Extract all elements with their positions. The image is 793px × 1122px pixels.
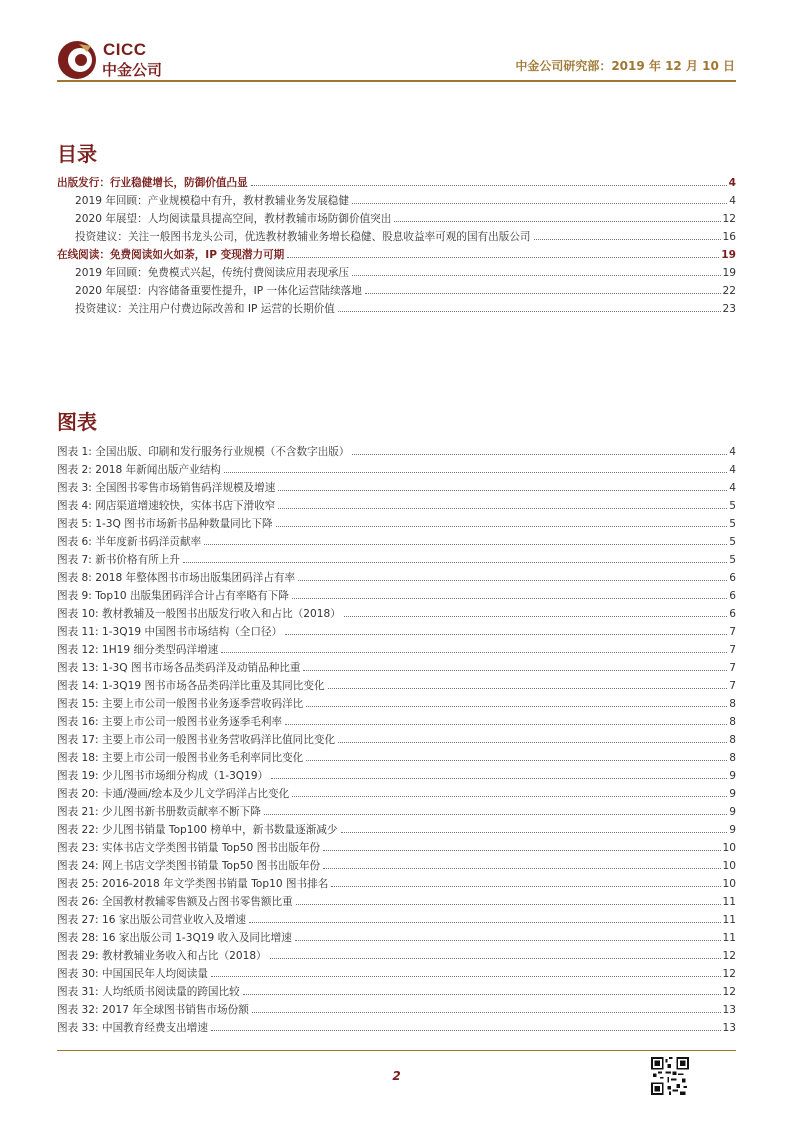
toc-list xyxy=(57,172,736,316)
figure-entry[interactable] xyxy=(57,675,736,693)
dot-leader xyxy=(365,293,721,294)
dot-leader xyxy=(211,976,721,977)
figures-list xyxy=(57,441,736,1035)
entry-page-number: 11 xyxy=(722,932,736,944)
dot-leader xyxy=(323,868,720,869)
figure-entry[interactable] xyxy=(57,801,736,819)
qr-code-icon xyxy=(651,1057,689,1095)
figure-entry[interactable] xyxy=(57,729,736,747)
entry-title: 图表 2: 2018 年新闻出版产业结构 xyxy=(57,464,221,476)
toc-title: 目录 xyxy=(57,142,97,166)
dot-leader xyxy=(249,922,721,923)
entry-title: 图表 13: 1-3Q 图书市场各品类码洋及动销品种比重 xyxy=(57,662,301,674)
figure-entry[interactable] xyxy=(57,783,736,801)
report-date: 中金公司研究部：2019 年 12 月 10 日 xyxy=(515,59,735,73)
figure-entry[interactable] xyxy=(57,639,736,657)
dot-leader xyxy=(323,850,720,851)
entry-page-number: 11 xyxy=(722,896,736,908)
entry-page-number: 7 xyxy=(729,662,736,674)
entry-page-number: 4 xyxy=(729,482,736,494)
dot-leader xyxy=(285,724,727,725)
entry-title: 图表 12: 1H19 细分类型码洋增速 xyxy=(57,644,219,656)
entry-title: 图表 29: 教材教辅业务收入和占比（2018） xyxy=(57,950,267,962)
figure-entry[interactable] xyxy=(57,837,736,855)
header-divider xyxy=(57,80,736,82)
entry-page-number: 23 xyxy=(722,303,736,315)
entry-page-number: 7 xyxy=(729,626,736,638)
entry-page-number: 5 xyxy=(729,536,736,548)
entry-page-number: 5 xyxy=(729,518,736,530)
figure-entry[interactable] xyxy=(57,909,736,927)
entry-page-number: 8 xyxy=(729,752,736,764)
toc-section-entry[interactable] xyxy=(57,298,736,316)
dot-leader xyxy=(338,311,721,312)
entry-page-number: 4 xyxy=(729,446,736,458)
entry-page-number: 19 xyxy=(722,267,736,279)
dot-leader xyxy=(221,652,727,653)
figure-entry[interactable] xyxy=(57,747,736,765)
entry-page-number: 11 xyxy=(722,914,736,926)
entry-title: 图表 27: 16 家出版公司营业收入及增速 xyxy=(57,914,246,926)
entry-page-number: 16 xyxy=(722,231,736,243)
entry-page-number: 9 xyxy=(729,806,736,818)
entry-title: 图表 22: 少儿图书销量 Top100 榜单中，新书数量逐渐减少 xyxy=(57,824,338,836)
entry-title: 图表 15: 主要上市公司一般图书业务逐季营收码洋比 xyxy=(57,698,304,710)
entry-title: 图表 4: 网店渠道增速较快，实体书店下滑收窄 xyxy=(57,500,276,512)
figure-entry[interactable] xyxy=(57,603,736,621)
figure-entry[interactable] xyxy=(57,855,736,873)
dot-leader xyxy=(296,904,721,905)
entry-title: 图表 6: 半年度新书码洋贡献率 xyxy=(57,536,202,548)
entry-title: 图表 33: 中国教育经费支出增速 xyxy=(57,1022,208,1034)
dot-leader xyxy=(243,994,721,995)
toc-section-entry[interactable] xyxy=(57,190,736,208)
dot-leader xyxy=(276,526,728,527)
entry-title: 图表 17: 主要上市公司一般图书业务营收码洋比值同比变化 xyxy=(57,734,336,746)
figure-entry[interactable] xyxy=(57,945,736,963)
page-header xyxy=(0,0,793,84)
entry-page-number: 9 xyxy=(729,770,736,782)
entry-page-number: 13 xyxy=(722,1022,736,1034)
entry-title: 图表 26: 全国教材教辅零售额及占图书零售额比重 xyxy=(57,896,293,908)
entry-title: 图表 5: 1-3Q 图书市场新书品种数量同比下降 xyxy=(57,518,273,530)
figure-entry[interactable] xyxy=(57,495,736,513)
entry-title: 图表 32: 2017 年全球图书销售市场份额 xyxy=(57,1004,249,1016)
entry-page-number: 12 xyxy=(722,986,736,998)
entry-page-number: 12 xyxy=(722,950,736,962)
entry-page-number: 8 xyxy=(729,698,736,710)
entry-title: 图表 20: 卡通/漫画/绘本及少儿文学码洋占比变化 xyxy=(57,788,290,800)
entry-title: 图表 30: 中国国民年人均阅读量 xyxy=(57,968,208,980)
figure-entry[interactable] xyxy=(57,873,736,891)
entry-page-number: 9 xyxy=(729,824,736,836)
figure-entry[interactable] xyxy=(57,441,736,459)
logo-text-cn: 中金公司 xyxy=(102,62,163,79)
dot-leader xyxy=(394,221,720,222)
dot-leader xyxy=(295,940,721,941)
entry-page-number: 10 xyxy=(722,842,736,854)
figure-entry[interactable] xyxy=(57,567,736,585)
footer-divider xyxy=(57,1050,736,1051)
entry-title: 图表 28: 16 家出版公司 1-3Q19 收入及同比增速 xyxy=(57,932,292,944)
figure-entry[interactable] xyxy=(57,999,736,1017)
figure-entry[interactable] xyxy=(57,1017,736,1035)
dot-leader xyxy=(211,1030,721,1031)
entry-title: 图表 3: 全国图书零售市场销售码洋规模及增速 xyxy=(57,482,276,494)
figure-entry[interactable] xyxy=(57,513,736,531)
toc-section-entry[interactable] xyxy=(57,262,736,280)
entry-title: 图表 9: Top10 出版集团码洋合计占有率略有下降 xyxy=(57,590,289,602)
entry-page-number: 6 xyxy=(729,590,736,602)
entry-title: 图表 14: 1-3Q19 图书市场各品类码洋比重及其同比变化 xyxy=(57,680,325,692)
cicc-logo-icon xyxy=(57,40,97,80)
dot-leader xyxy=(252,1012,721,1013)
entry-page-number: 13 xyxy=(722,1004,736,1016)
entry-page-number: 7 xyxy=(729,680,736,692)
dot-leader xyxy=(352,275,721,276)
entry-title: 投资建议：关注用户付费边际改善和 IP 运营的长期价值 xyxy=(75,303,335,315)
dot-leader xyxy=(292,796,727,797)
entry-page-number: 6 xyxy=(729,608,736,620)
entry-page-number: 4 xyxy=(729,195,736,207)
entry-title: 图表 16: 主要上市公司一般图书业务逐季毛利率 xyxy=(57,716,283,728)
entry-page-number: 12 xyxy=(722,968,736,980)
entry-page-number: 4 xyxy=(729,464,736,476)
entry-title: 图表 24: 网上书店文学类图书销量 Top50 图书出版年份 xyxy=(57,860,321,872)
dot-leader xyxy=(183,562,727,563)
figure-entry[interactable] xyxy=(57,531,736,549)
entry-title: 2020 年展望：内容储备重要性提升，IP 一体化运营陆续落地 xyxy=(75,285,362,297)
dot-leader xyxy=(534,239,721,240)
entry-page-number: 19 xyxy=(721,249,736,261)
entry-title: 2020 年展望：人均阅读量具提高空间，教材教辅市场防御价值突出 xyxy=(75,213,392,225)
entry-title: 在线阅读：免费阅读如火如荼，IP 变现潜力可期 xyxy=(57,249,285,261)
dot-leader xyxy=(278,490,727,491)
figure-entry[interactable] xyxy=(57,927,736,945)
page-number: 2 xyxy=(392,1069,401,1083)
figure-entry[interactable] xyxy=(57,657,736,675)
entry-page-number: 8 xyxy=(729,734,736,746)
toc-section-entry[interactable] xyxy=(57,226,736,244)
entry-page-number: 9 xyxy=(729,788,736,800)
entry-title: 图表 25: 2016-2018 年文学类图书销量 Top10 图书排名 xyxy=(57,878,329,890)
entry-page-number: 4 xyxy=(728,177,736,189)
dot-leader xyxy=(271,778,727,779)
dot-leader xyxy=(292,598,727,599)
entry-title: 2019 年回顾：产业规模稳中有升，教材教辅业务发展稳健 xyxy=(75,195,349,207)
dot-leader xyxy=(338,742,727,743)
dot-leader xyxy=(278,508,727,509)
logo-text-en: CICC xyxy=(103,40,147,59)
toc-section-entry[interactable] xyxy=(57,208,736,226)
dot-leader xyxy=(264,814,727,815)
dot-leader xyxy=(331,886,720,887)
figure-entry[interactable] xyxy=(57,477,736,495)
dot-leader xyxy=(204,544,727,545)
figures-title: 图表 xyxy=(57,410,97,434)
entry-page-number: 7 xyxy=(729,644,736,656)
dot-leader xyxy=(285,634,727,635)
dot-leader xyxy=(251,185,727,186)
entry-title: 图表 1: 全国出版、印刷和发行服务行业规模（不含数字出版） xyxy=(57,446,350,458)
entry-page-number: 5 xyxy=(729,500,736,512)
figure-entry[interactable] xyxy=(57,765,736,783)
entry-title: 图表 19: 少儿图书市场细分构成（1-3Q19） xyxy=(57,770,269,782)
dot-leader xyxy=(306,760,727,761)
dot-leader xyxy=(344,616,727,617)
dot-leader xyxy=(306,706,727,707)
figure-entry[interactable] xyxy=(57,621,736,639)
entry-page-number: 22 xyxy=(722,285,736,297)
entry-title: 图表 31: 人均纸质书阅读量的跨国比较 xyxy=(57,986,240,998)
entry-title: 出版发行：行业稳健增长，防御价值凸显 xyxy=(57,177,248,189)
figure-entry[interactable] xyxy=(57,891,736,909)
dot-leader xyxy=(270,958,721,959)
entry-title: 图表 11: 1-3Q19 中国图书市场结构（全口径） xyxy=(57,626,283,638)
entry-page-number: 10 xyxy=(722,878,736,890)
entry-page-number: 12 xyxy=(722,213,736,225)
entry-page-number: 10 xyxy=(722,860,736,872)
figure-entry[interactable] xyxy=(57,981,736,999)
dot-leader xyxy=(287,257,719,258)
entry-page-number: 8 xyxy=(729,716,736,728)
entry-title: 图表 10: 教材教辅及一般图书出版发行收入和占比（2018） xyxy=(57,608,341,620)
toc-section-entry[interactable] xyxy=(57,280,736,298)
figure-entry[interactable] xyxy=(57,711,736,729)
entry-title: 图表 8: 2018 年整体图书市场出版集团码洋占有率 xyxy=(57,572,296,584)
entry-title: 图表 23: 实体书店文学类图书销量 Top50 图书出版年份 xyxy=(57,842,321,854)
dot-leader xyxy=(352,203,727,204)
toc-chapter-entry[interactable] xyxy=(57,172,736,190)
figure-entry[interactable] xyxy=(57,549,736,567)
figure-entry[interactable] xyxy=(57,459,736,477)
toc-chapter-entry[interactable] xyxy=(57,244,736,262)
entry-page-number: 5 xyxy=(729,554,736,566)
figure-entry[interactable] xyxy=(57,693,736,711)
dot-leader xyxy=(328,688,728,689)
entry-title: 图表 21: 少儿图书新书册数贡献率不断下降 xyxy=(57,806,261,818)
entry-title: 图表 7: 新书价格有所上升 xyxy=(57,554,180,566)
dot-leader xyxy=(224,472,727,473)
dot-leader xyxy=(298,580,727,581)
entry-title: 投资建议：关注一般图书龙头公司，优选教材教辅业务增长稳健、股息收益率可观的国有出版公司 xyxy=(75,231,531,243)
dot-leader xyxy=(303,670,727,671)
figure-entry[interactable] xyxy=(57,819,736,837)
dot-leader xyxy=(352,454,727,455)
dot-leader xyxy=(341,832,728,833)
figure-entry[interactable] xyxy=(57,963,736,981)
entry-title: 图表 18: 主要上市公司一般图书业务毛利率同比变化 xyxy=(57,752,304,764)
entry-title: 2019 年回顾：免费模式兴起，传统付费阅读应用表现承压 xyxy=(75,267,349,279)
entry-page-number: 6 xyxy=(729,572,736,584)
figure-entry[interactable] xyxy=(57,585,736,603)
